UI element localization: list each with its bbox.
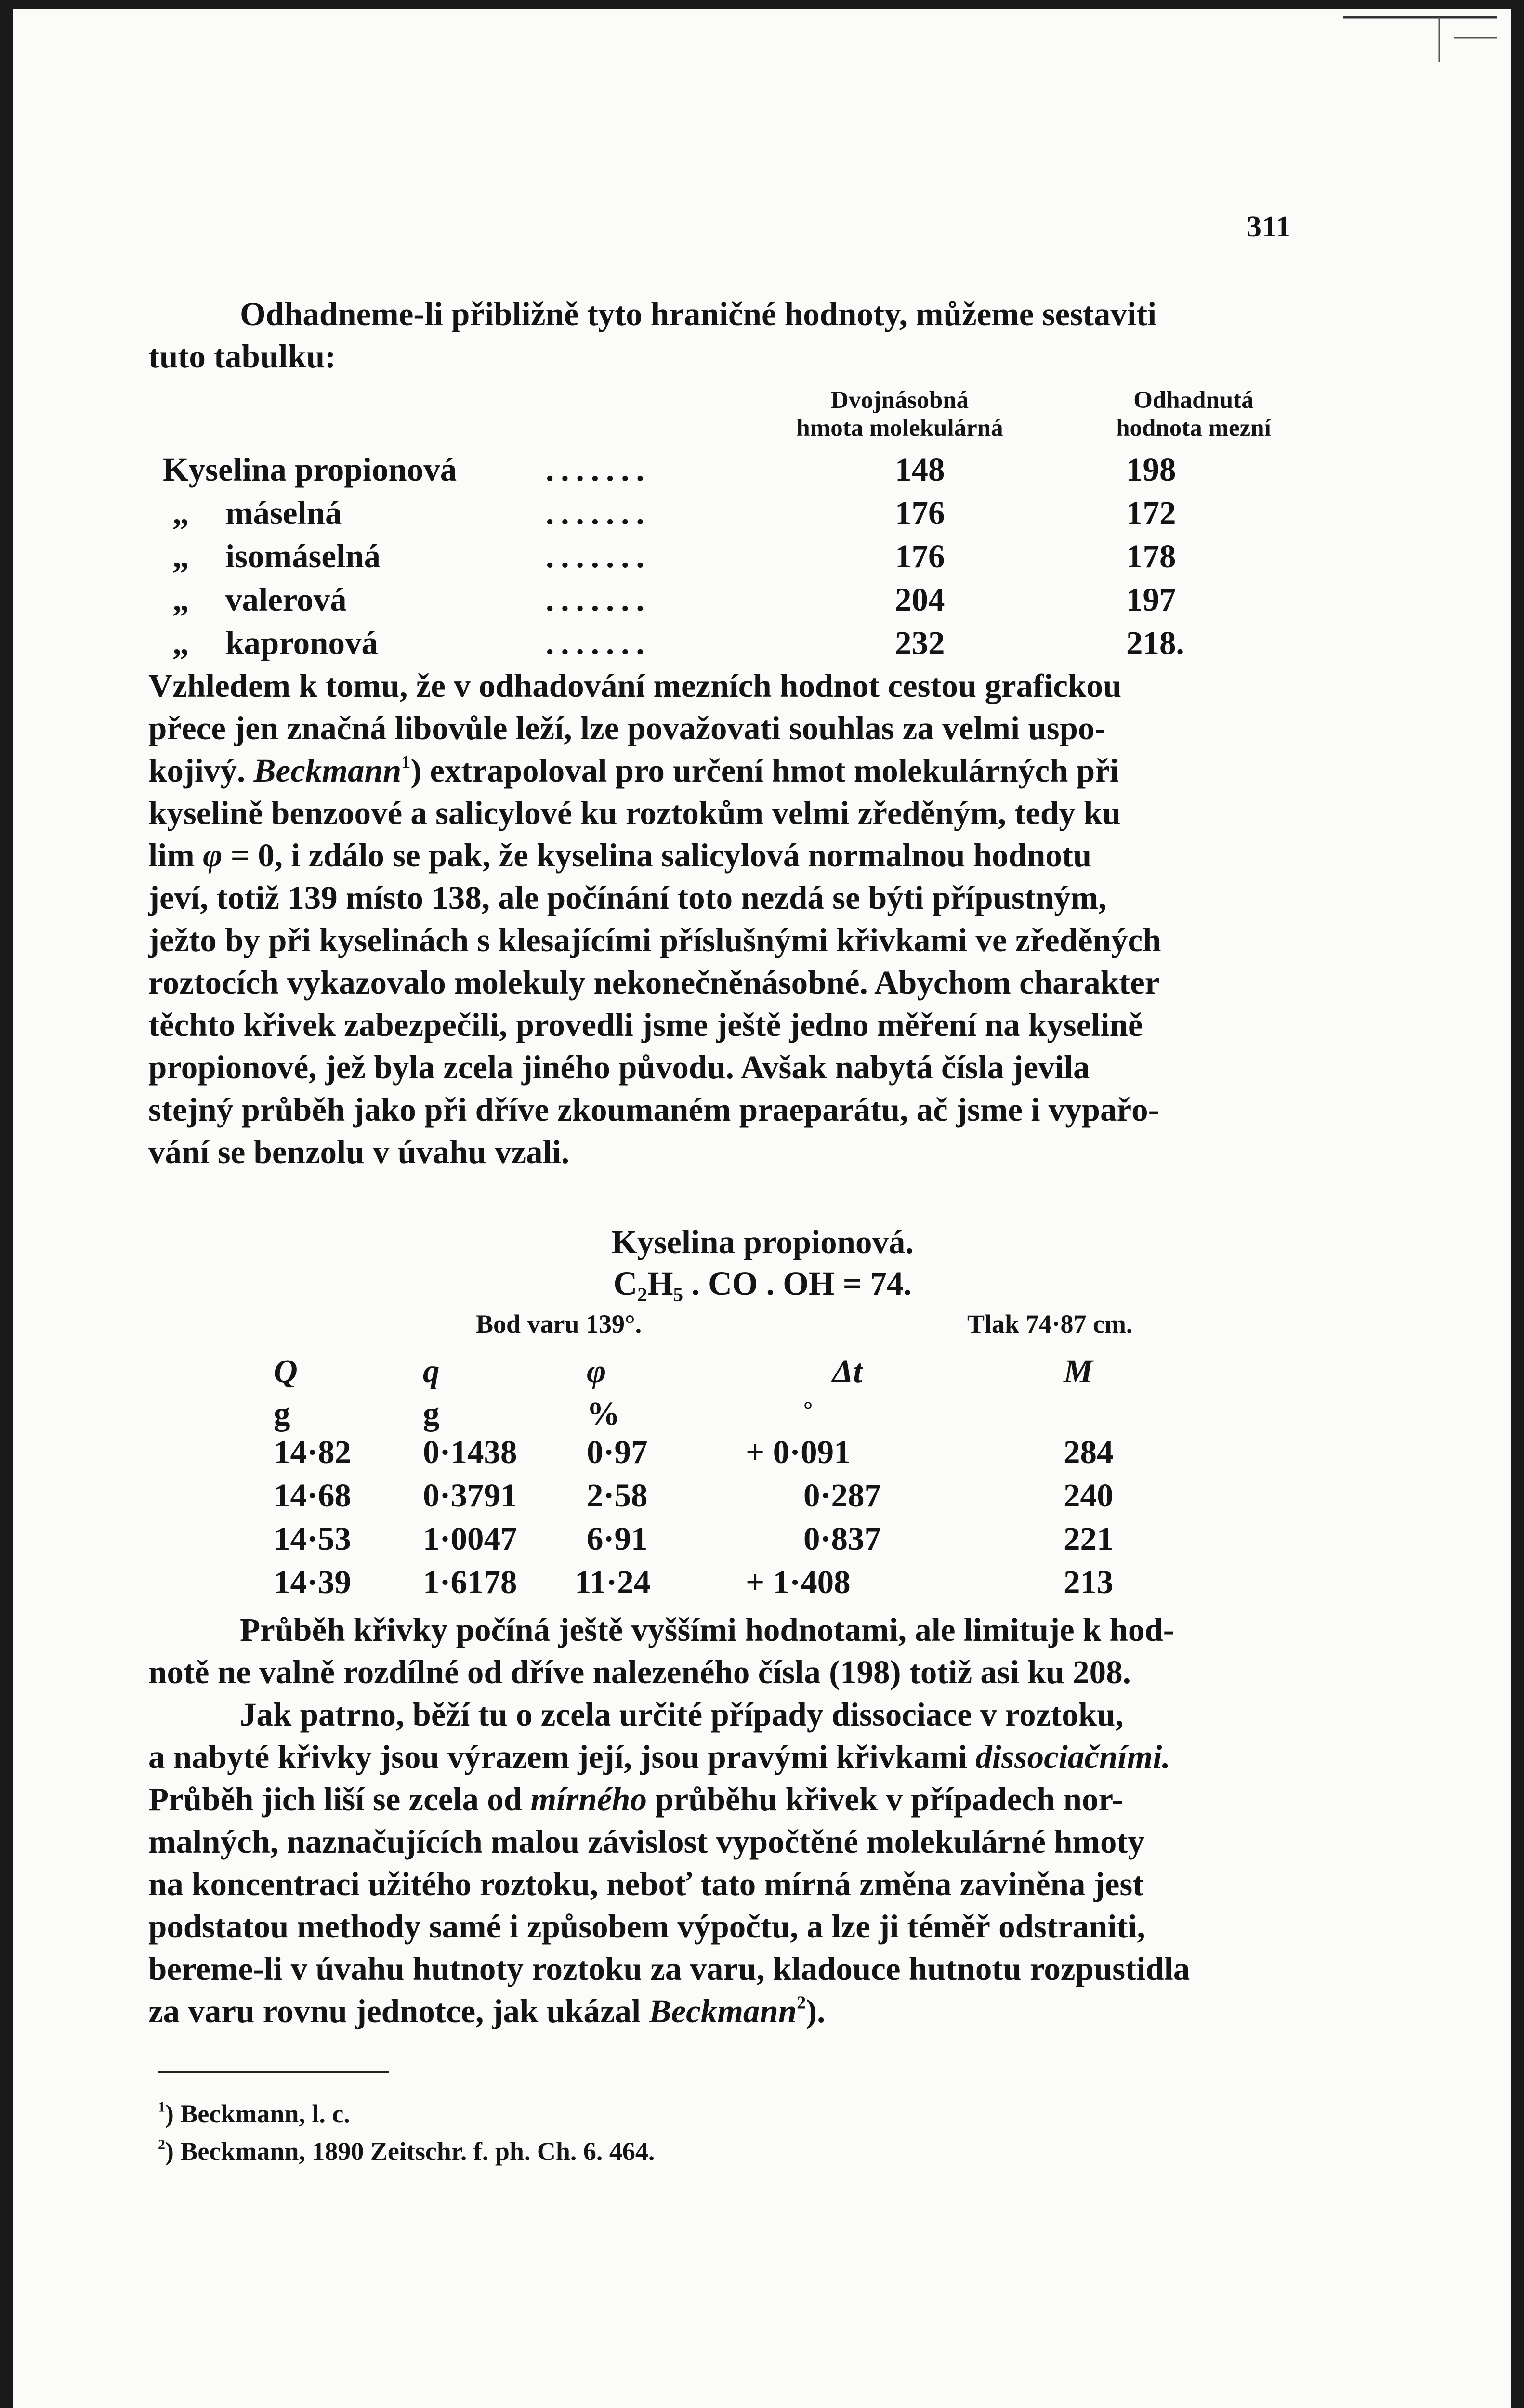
chemical-formula: C₂H₅ . CO . OH = 74. xyxy=(613,1265,912,1302)
column-header: q xyxy=(423,1353,440,1389)
column-header: φ xyxy=(587,1353,606,1389)
author-name: Beckmann xyxy=(649,1993,797,2029)
leader-dots: ....... xyxy=(546,538,651,575)
unit-label: ° xyxy=(803,1397,813,1423)
leader-dots: ....... xyxy=(546,581,651,618)
molecular-mass-value: 176 xyxy=(895,538,945,575)
row-label: máselná xyxy=(225,495,342,531)
table1-row xyxy=(13,581,1511,623)
row-label: kapronová xyxy=(225,625,379,661)
paragraph-2: Průběh křivky počíná ještě vyššími hodnotami, ale limituje k hod- notě ne valně rozdílné od dříve nalezeného čísla (198) totiž asi ku 208. xyxy=(148,1611,1174,1690)
table2-title: Kyselina propionová. xyxy=(611,1224,914,1260)
table-row: 14·82 0·1438 0·97 + 0·091 284 xyxy=(274,1434,1114,1470)
ditto-mark: „ xyxy=(172,625,189,661)
intro-paragraph xyxy=(148,293,1295,378)
table1-row xyxy=(13,494,1511,537)
table2-units-row xyxy=(13,1395,1511,1438)
unit-label: g xyxy=(423,1395,440,1432)
row-label: Kyselina propionová xyxy=(163,451,457,488)
intro-line-2: tuto tabulku: xyxy=(148,338,336,375)
molecular-mass-value: 176 xyxy=(895,495,945,531)
leader-dots: ....... xyxy=(546,495,651,531)
paragraph-3: Jak patrno, běží tu o zcela určité případy dissociace v roztoku, a nabyté křivky jsou výrazem její, jsou pravými křivkami dissociačními. Průběh jich liší se zcela od mírného průběhu křivek v případech nor- malných, naznačujících malou závislost vypočtěné molekulárné hmoty na koncentraci užitého roztoku, neboť tato mírná změna zaviněna jest podstatou methody samé i způsobem výpočtu, a lze ji téměř odstraniti, bereme-li v úvahu hutnoty roztoku za varu, kladouce hutnotu rozpustidla za varu rovnu jednotce, jak ukázal Beckmann$^2$). xyxy=(148,1696,1190,2029)
table1-row xyxy=(13,624,1511,667)
phi-symbol: φ xyxy=(203,837,223,874)
footnote-ref: 1 xyxy=(401,752,411,772)
limit-value: 197 xyxy=(1126,581,1176,618)
table-row: 14·39 1·6178 11·24 + 1·408 213 xyxy=(274,1564,1114,1600)
molecular-mass-value: 232 xyxy=(895,625,945,661)
pressure: Tlak 74·87 cm. xyxy=(967,1309,1133,1338)
footnote-ref: 2 xyxy=(797,1992,806,2013)
unit-label: g xyxy=(274,1395,290,1432)
footnote-2: $^2$) Beckmann, 1890 Zeitschr. f. ph. Ch. 6. 464. xyxy=(158,2137,655,2166)
leader-dots: ....... xyxy=(546,451,651,488)
leader-dots: ....... xyxy=(546,625,651,661)
table1-header-col1: Dvojnásobná hmota molekulárná xyxy=(796,387,1003,442)
footnote-divider xyxy=(158,2071,389,2073)
table1-header-col2: Odhadnutá hodnota mezní xyxy=(1116,387,1271,442)
intro-line-1: Odhadneme-li přibližně tyto hraničné hodnoty, můžeme sestaviti xyxy=(240,296,1157,332)
molecular-mass-value: 148 xyxy=(895,451,945,488)
page-number: 311 xyxy=(1247,210,1291,243)
corner-registration-mark xyxy=(1343,9,1497,62)
table1-row xyxy=(13,537,1511,580)
ditto-mark: „ xyxy=(172,495,189,531)
limit-value: 178 xyxy=(1126,538,1176,575)
column-header: M xyxy=(1064,1353,1093,1389)
limit-value: 172 xyxy=(1126,495,1176,531)
row-label: isomáselná xyxy=(225,538,381,575)
column-header: Q xyxy=(274,1353,298,1389)
footnote-1: $^1$) Beckmann, l. c. xyxy=(158,2099,350,2128)
table2-header-row xyxy=(13,1352,1511,1396)
molecular-mass-value: 204 xyxy=(895,581,945,618)
table-row: 14·53 1·0047 6·91 0·837 221 xyxy=(274,1520,1114,1557)
limit-value: 218. xyxy=(1126,625,1184,661)
ditto-mark: „ xyxy=(172,538,189,575)
table-row: 14·68 0·3791 2·58 0·287 240 xyxy=(274,1477,1114,1514)
ditto-mark: „ xyxy=(172,581,189,618)
limit-value: 198 xyxy=(1126,451,1176,488)
table1-row xyxy=(13,451,1511,493)
unit-label: % xyxy=(587,1395,620,1432)
column-header: Δt xyxy=(832,1353,863,1389)
paragraph-1: Vzhledem k tomu, že v odhadování mezních hodnot cestou grafickou přece jen značná libovůle leží, lze považovati souhlas za velmi uspo- kojivý. Beckmann$^1$) extrapoloval pro určení hmot molekulárných při kyselině benzoové a salicylové ku roztokům velmi zředěným, tedy ku lim φ = 0, i zdálo se pak, že kyselina salicylová normalnou hodnotu jeví, totiž 139 místo 138, ale počínání toto nezdá se býti přípustným, ježto by při kyselinách s klesajícími příslušnými křivkami ve zředěných roztocích vykazovalo molekuly nekonečněnásobné. Abychom charakter těchto křivek zabezpečili, provedli jsme ještě jedno měření na kyselině propionové, jež byla zcela jiného původu. Avšak nabytá čísla jevila stejný průběh jako při dříve zkoumaném praeparátu, ač jsme i vypařo- vání se benzolu v úvahu vzali. xyxy=(148,667,1161,1170)
table2-conditions xyxy=(13,1309,1511,1352)
boiling-point: Bod varu 139°. xyxy=(476,1309,642,1338)
scanned-page xyxy=(13,9,1511,2408)
row-label: valerová xyxy=(225,581,347,618)
author-name: Beckmann xyxy=(253,752,402,789)
